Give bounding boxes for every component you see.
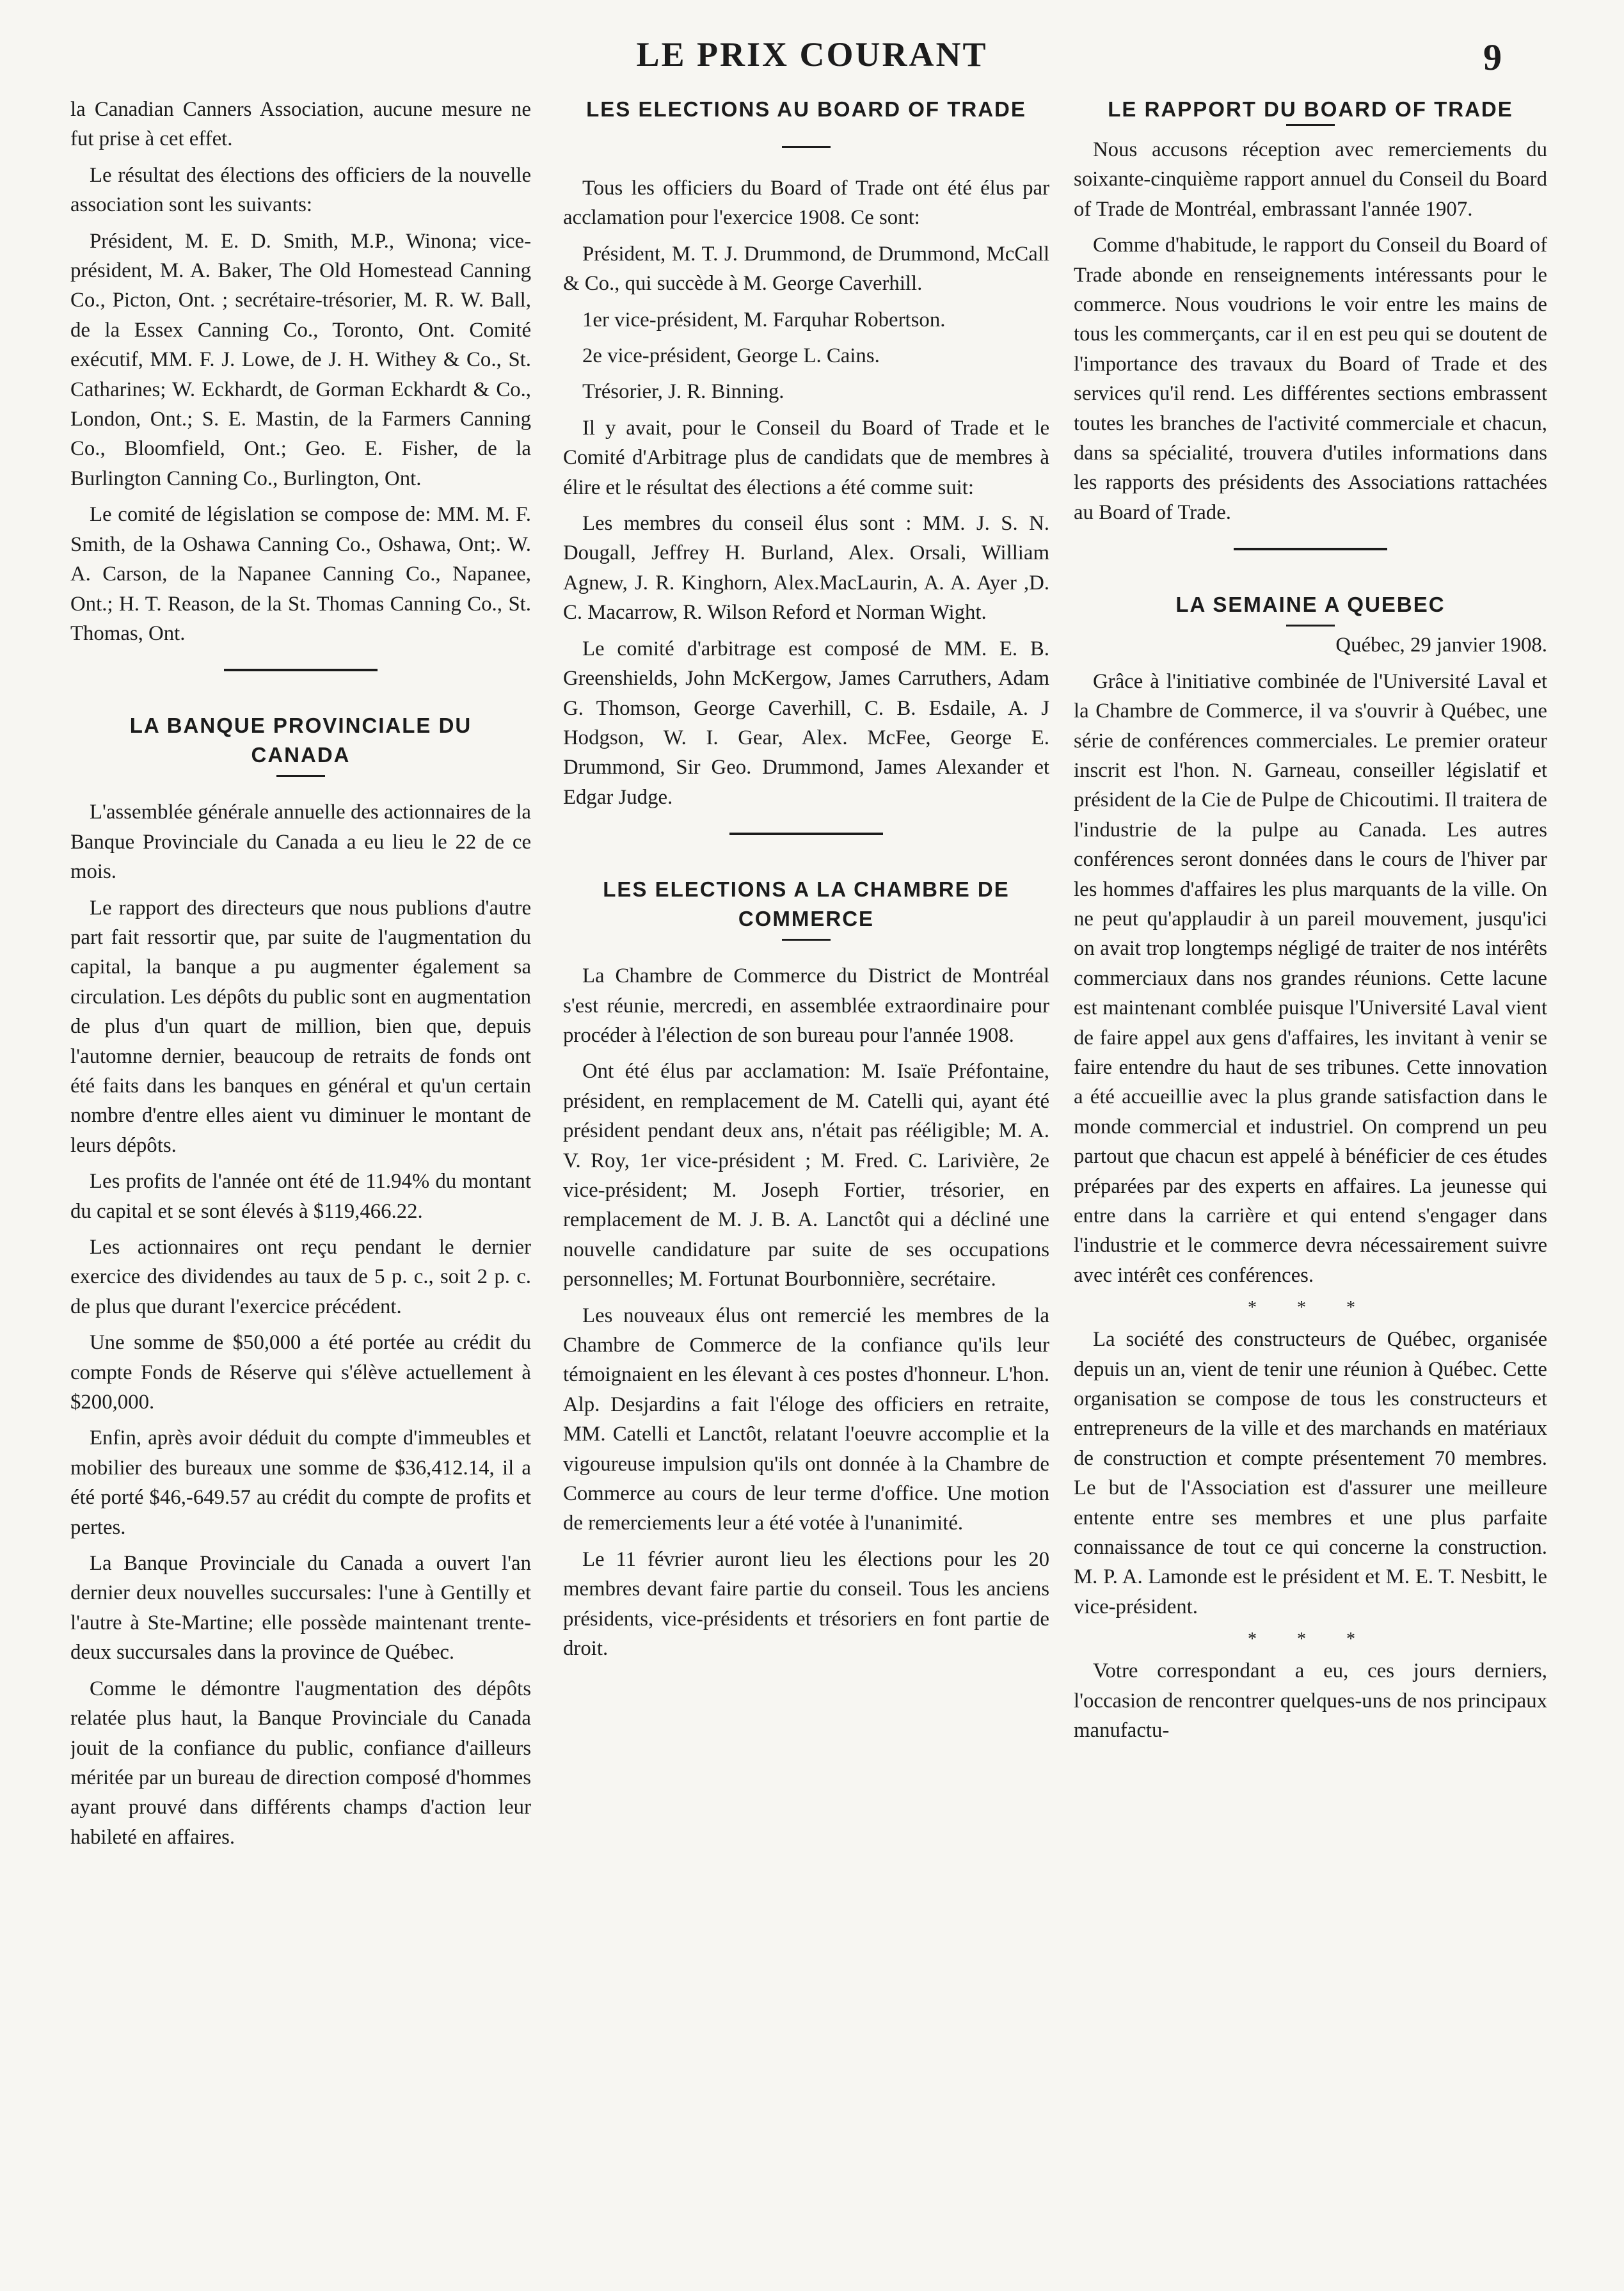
paragraph: La Chambre de Commerce du District de Montréal s'est réunie, mercredi, en assemblée extraordinaire pour procéder à l'élection de son bureau pour l'année 1908.: [563, 964, 1049, 1047]
masthead-title: LE PRIX COURANT: [636, 35, 988, 74]
section-divider: [1234, 548, 1387, 550]
paragraph: Une somme de $50,000 a été portée au crédit du compte Fonds de Réserve qui s'élève actuellement à $200,000.: [70, 1331, 531, 1414]
article-title-semaine-quebec: LA SEMAINE A QUEBEC: [1175, 593, 1445, 617]
section-divider: [224, 669, 378, 671]
article-title-chambre-commerce: LES ELECTIONS A LA CHAMBRE DE COMMERCE: [603, 877, 1010, 931]
title-underline: [782, 146, 831, 148]
article-title-banque-provinciale: LA BANQUE PROVINCIALE DU CANADA: [129, 714, 472, 767]
column-3: [1074, 95, 1547, 2283]
article-title-rapport-board: LE RAPPORT DU BOARD OF TRADE: [1108, 97, 1513, 121]
paragraph: Comme d'habitude, le rapport du Conseil du Board of Trade abonde en renseignements intéressants pour le commerce. Nous voudrions le voir entre les mains de tous les commerçants, car il en est peu qui se doutent de l'importance des travaux du Board of Trade et des services qu'il rend. Les différentes sections embrassent toutes les branches de l'activité commerciale et chacun, dans sa spécialité, trouvera d'utiles informations dans les rapports des présidents des Associations rattachées au Board of Trade.: [1074, 234, 1547, 524]
section-divider: [729, 833, 883, 835]
paragraph: Il y avait, pour le Conseil du Board of Trade et le Comité d'Arbitrage plus de candidats que de membres à élire et le résultat des élections a été comme suit:: [563, 416, 1049, 499]
article-title-elections-board: LES ELECTIONS AU BOARD OF TRADE: [586, 97, 1026, 121]
paragraph: Le résultat des élections des officiers de la nouvelle association sont les suivants:: [70, 163, 531, 217]
section-separator: * * *: [1248, 1629, 1373, 1650]
paragraph: Grâce à l'initiative combinée de l'Université Laval et la Chambre de Commerce, il va s'ouvrir à Québec, une série de conférences commerciales. Le premier orateur inscrit est l'hon. N. Garneau, conseiller législatif et président de la Cie de Pulpe de Chicoutimi. Il traitera de l'industrie de la pulpe au Canada. Les autres conférences seront données dans le cours de l'hiver par les hommes d'affaires les plus marquants de la ville. On ne peut qu'applaudir à un pareil mouvement, jusqu'ici on avait trop longtemps négligé de traiter de nos intérêts commerciaux dans nos grandes réunions. Cette lacune est maintenant comblée puisque l'Université Laval vient de faire appel aux gens d'affaires, les invitant à venir se faire entendre du haut de ses tribunes. Cette innovation a été accueillie avec la plus grande satisfaction dans le monde commercial et industriel. On comprend un peu partout que chacun est appelé à bénéficier de ces études préparées par des experts en affaires. La jeunesse qui entre dans la carrière et qui entend s'engager dans l'industrie et le commerce devra nécessairement suivre avec intérêt ces conférences.: [1074, 669, 1547, 1287]
paragraph: La société des constructeurs de Québec, organisée depuis un an, vient de tenir une réunion à Québec. Cette organisation se compose de tous les constructeurs et entrepreneurs de la ville et des marchands en matériaux de construction et compte présentement 70 membres. Le but de l'Association est d'assurer une meilleure entente entre ses membres et une plus parfaite connaissance de tout ce qui concerne la construction. M. P. A. Lamonde est le président et M. E. T. Nesbitt, le vice-président.: [1074, 1328, 1547, 1618]
paragraph: Votre correspondant a eu, ces jours derniers, l'occasion de rencontrer quelques-uns de nos principaux manufactu-: [1074, 1659, 1547, 1743]
paragraph: Comme le démontre l'augmentation des dépôts relatée plus haut, la Banque Provinciale du Canada jouit de la confiance du public, confiance d'ailleurs méritée par un bureau de direction composé d'hommes ayant prouvé dans différents champs d'action leur habileté en affaires.: [70, 1677, 531, 1849]
title-underline: [276, 775, 325, 777]
paragraph: Enfin, après avoir déduit du compte d'immeubles et mobilier des bureaux une somme de $36,412.14, il a été porté $46,-649.57 au crédit du compte de profits et pertes.: [70, 1426, 531, 1539]
paragraph: Président, M. T. J. Drummond, de Drummond, McCall & Co., qui succède à M. George Caverhill.: [563, 242, 1049, 296]
title-underline: [1286, 625, 1335, 627]
paragraph: Président, M. E. D. Smith, M.P., Winona; vice-président, M. A. Baker, The Old Homestead Canning Co., Picton, Ont. ; secrétaire-trésorier, M. R. W. Ball, de la Essex Canning Co., Toronto, Ont. Comité exécutif, MM. F. J. Lowe, de J. H. Withey & Co., St. Catharines; W. Eckhardt, de Gorman Eckhardt & Co., London, Ont.; S. E. Mastin, de la Farmers Canning Co., Bloomfield, Ont.; Geo. E. Fisher, de la Burlington Canning Co., Burlington, Ont.: [70, 229, 531, 490]
paragraph: Tous les officiers du Board of Trade ont été élus par acclamation pour l'exercice 1908. Ce sont:: [563, 177, 1049, 230]
paragraph: 1er vice-président, M. Farquhar Robertson.: [582, 308, 946, 331]
paragraph: Les profits de l'année ont été de 11.94% du montant du capital et se sont élevés à $119,466.22.: [70, 1170, 531, 1223]
page-number: 9: [1483, 36, 1502, 78]
paragraph: Les nouveaux élus ont remercié les membres de la Chambre de Commerce de la confiance qu'ils leur témoignaient en les élevant à ces postes d'honneur. L'hon. Alp. Desjardins a fait l'éloge des officiers en retraite, MM. Catelli et Lanctôt, relatant l'oeuvre accomplie et la vigoureuse impulsion qu'ils ont donnée à la Chambre de Commerce au cours de leur terme d'office. Une motion de remerciements leur a été votée à l'unanimité.: [563, 1304, 1049, 1535]
paragraph: Le comité d'arbitrage est composé de MM. E. B. Greenshields, John McKergow, James Carruthers, Adam G. Thomson, George Caverhill, C. B. Esdaile, A. J Hodgson, W. I. Gear, Alex. McFee, George E. Drummond, Sir Geo. Drummond, James Alexander et Edgar Judge.: [563, 637, 1049, 809]
column-1: [70, 95, 531, 2283]
paragraph: La Banque Provinciale du Canada a ouvert l'an dernier deux nouvelles succursales: l'une à Gentilly et l'autre à Ste-Martine; elle possède maintenant trente-deux succursales dans la province de Québec.: [70, 1552, 531, 1664]
dateline: Québec, 29 janvier 1908.: [1335, 634, 1547, 657]
title-underline: [1286, 124, 1335, 126]
paragraph: Nous accusons réception avec remerciements du soixante-cinquième rapport annuel du Conseil du Board of Trade de Montréal, embrassant l'année 1907.: [1074, 138, 1547, 221]
paragraph: la Canadian Canners Association, aucune mesure ne fut prise à cet effet.: [70, 98, 531, 151]
paragraph: Le 11 février auront lieu les élections pour les 20 membres devant faire partie du conseil. Tous les anciens présidents, vice-présidents et trésoriers en font partie de droit.: [563, 1547, 1049, 1661]
title-underline: [782, 939, 831, 941]
paragraph: Le comité de législation se compose de: MM. M. F. Smith, de la Oshawa Canning Co., Oshawa, Ont;. W. A. Carson, de la Napanee Canning Co., Napanee, Ont.; H. T. Reason, de la St. Thomas Canning Co., St. Thomas, Ont.: [70, 503, 531, 645]
paragraph: 2e vice-président, George L. Cains.: [582, 344, 880, 368]
paragraph: Le rapport des directeurs que nous publions d'autre part fait ressortir que, par suite de l'augmentation du capital, la banque a pu augmenter également sa circulation. Les dépôts du public sont en augmentation de plus d'un quart de million, bien que, depuis l'automne dernier, beaucoup de retraits de fonds ont été faits dans les banques en général et qu'un certain nombre d'entre elles aient vu diminuer le montant de leurs dépôts.: [70, 896, 531, 1157]
section-separator: * * *: [1248, 1298, 1373, 1318]
paragraph: Les actionnaires ont reçu pendant le dernier exercice des dividendes au taux de 5 p. c., soit 2 p. c. de plus que durant l'exercice précédent.: [70, 1236, 531, 1318]
column-2: [563, 95, 1049, 2283]
masthead: [0, 29, 1624, 87]
paragraph: L'assemblée générale annuelle des actionnaires de la Banque Provinciale du Canada a eu lieu le 22 de ce mois.: [70, 801, 531, 884]
paragraph: Trésorier, J. R. Binning.: [582, 380, 784, 404]
paragraph: Ont été élus par acclamation: M. Isaïe Préfontaine, président, en remplacement de M. Catelli qui, ayant été président pendant deux ans, n'était pas rééligible; M. A. V. Roy, 1er vice-président ; M. Fred. C. Larivière, 2e vice-président; M. Joseph Fortier, trésorier, en remplacement de M. J. B. A. Lanctôt qui a décliné une nouvelle candidature par suite de ses occupations personnelles; M. Fortunat Bourbonnière, secrétaire.: [563, 1060, 1049, 1291]
paragraph: Les membres du conseil élus sont : MM. J. S. N. Dougall, Jeffrey H. Burland, Alex. Orsali, William Agnew, J. R. Kinghorn, Alex.MacLaurin, A. A. Ayer ,D. C. Macarrow, R. Wilson Reford et Norman Wight.: [563, 512, 1049, 625]
